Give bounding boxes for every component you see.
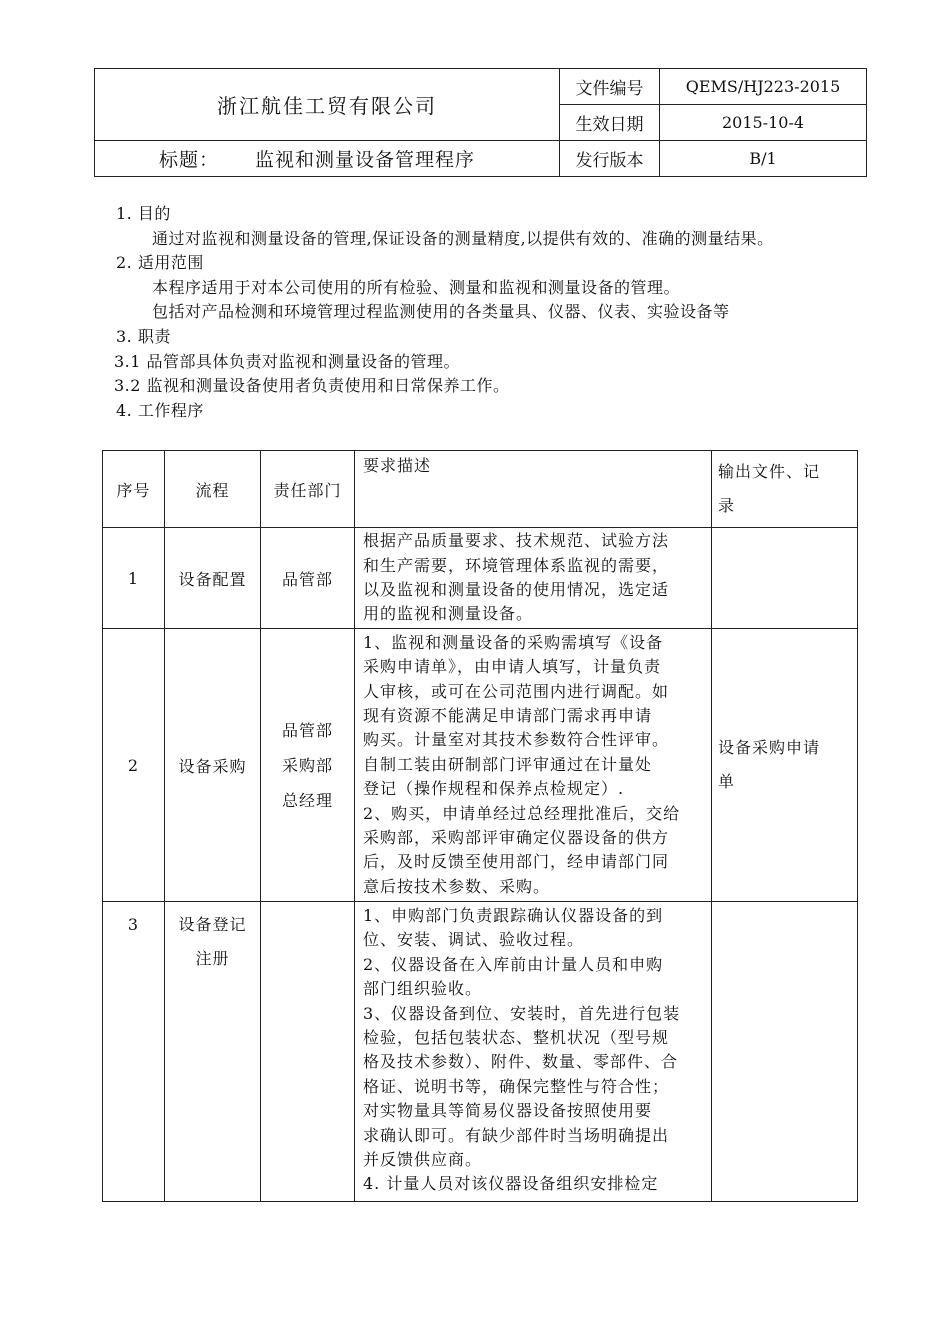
- req-line: 用的监视和测量设备。: [363, 604, 534, 624]
- req-line: 后，及时反馈至使用部门，经申请部门同: [363, 852, 670, 872]
- req-line: 并反馈供应商。: [363, 1150, 483, 1170]
- req-line: 求确认即可。有缺少部件时当场明确提出: [363, 1125, 670, 1145]
- req-line: 意后按技术参数、采购。: [363, 876, 551, 896]
- req-line: 采购部，采购部评审确定仪器设备的供方: [363, 828, 670, 848]
- row-2-req: [355, 629, 712, 902]
- table-header-row: [103, 451, 858, 528]
- req-line: 位、安装、调试、验收过程。: [363, 930, 585, 950]
- req-line: 格及技术参数）、附件、数量、零部件、合: [363, 1052, 679, 1072]
- row-2-output: [712, 629, 858, 902]
- req-line: 现有资源不能满足申请部门需求再申请: [363, 705, 653, 725]
- row-1-req: [355, 528, 712, 629]
- req-line: 检验，包括包装状态、整机状况（型号规: [363, 1028, 670, 1048]
- effective-date-value: 2015-10-4: [660, 105, 867, 141]
- row-1-no: 1: [103, 528, 165, 629]
- dept-line: 总经理: [281, 790, 333, 810]
- title-label: 标题：: [159, 149, 220, 171]
- req-line: 登记（操作规程和保养点检规定）.: [363, 779, 625, 799]
- table-row: [103, 629, 858, 902]
- req-line: 和生产需要，环境管理体系监视的需要，: [363, 555, 670, 575]
- col-header-output-line-1: 输出文件、记: [718, 462, 821, 481]
- doc-no-value: QEMS/HJ223-2015: [660, 69, 867, 105]
- req-line: 以及监视和测量设备的使用情况，选定适: [363, 580, 670, 599]
- req-line: 对实物量具等简易仪器设备按照使用要: [363, 1101, 653, 1121]
- req-line: 2、购买，申请单经过总经理批准后，交给: [363, 803, 681, 823]
- req-line: 3、仪器设备到位、安装时，首先进行包装: [363, 1003, 681, 1023]
- req-line: 自制工装由研制部门评审通过在计量处: [363, 754, 653, 774]
- dept-line: 采购部: [281, 755, 333, 775]
- row-3-output: [712, 902, 858, 1202]
- req-line: 根据产品质量要求、技术规范、试验方法: [363, 531, 670, 551]
- row-3-no: 3: [103, 902, 165, 1202]
- col-header-no: 序号: [103, 451, 165, 528]
- doc-no-label: 文件编号: [560, 69, 660, 105]
- section-3-1: 3.1 品管部具体负责对监视和测量设备的管理。: [114, 351, 461, 371]
- document-body: [116, 202, 896, 423]
- section-4-heading: 4. 工作程序: [116, 400, 204, 420]
- document-header-table: [94, 68, 867, 177]
- req-line: 部门组织验收。: [363, 979, 483, 999]
- req-line: 2、仪器设备在入库前由计量人员和申购: [363, 954, 664, 974]
- section-1-heading: 1. 目的: [116, 204, 171, 223]
- col-header-flow: 流程: [165, 451, 261, 528]
- section-3-heading: 3. 职责: [116, 326, 171, 346]
- company-name: 浙江航佳工贸有限公司: [95, 69, 560, 141]
- row-2-dept: [261, 629, 355, 902]
- section-2-text-2: 包括对产品检测和环境管理过程监测使用的各类量具、仪器、仪表、实验设备等: [152, 302, 730, 322]
- row-2-no: 2: [103, 629, 165, 902]
- req-line: 1、申购部门负责跟踪确认仪器设备的到: [363, 906, 664, 925]
- section-2-heading: 2. 适用范围: [116, 253, 204, 273]
- section-1-text: 通过对监视和测量设备的管理,保证设备的测量精度,以提供有效的、准确的测量结果。: [152, 228, 774, 248]
- row-3-dept: [261, 902, 355, 1202]
- section-2-text-1: 本程序适用于对本公司使用的所有检验、测量和监视和测量设备的管理。: [152, 277, 681, 297]
- col-header-output-line-2: 录: [718, 496, 736, 515]
- row-1-output: [712, 528, 858, 629]
- table-row: [103, 528, 858, 629]
- req-line: 4. 计量人员对该仪器设备组织安排检定: [363, 1174, 659, 1194]
- document-title: [95, 141, 560, 177]
- req-line: 购买。计量室对其技术参数符合性评审。: [363, 730, 670, 750]
- req-line: 1、监视和测量设备的采购需填写《设备: [363, 632, 664, 652]
- row-1-dept: 品管部: [261, 528, 355, 629]
- dept-line: 品管部: [281, 720, 333, 740]
- row-3-req: [355, 902, 712, 1202]
- flow-line: 注册: [195, 949, 230, 968]
- col-header-output: [712, 451, 858, 528]
- title-text: 监视和测量设备管理程序: [255, 149, 476, 171]
- row-1-flow: 设备配置: [165, 528, 261, 629]
- col-header-req: 要求描述: [355, 451, 712, 528]
- output-line: 设备采购申请: [718, 738, 821, 757]
- procedure-table: [102, 450, 858, 1202]
- table-row: [103, 902, 858, 1202]
- col-header-dept: 责任部门: [261, 451, 355, 528]
- req-line: 格证、说明书等，确保完整性与符合性；: [363, 1076, 670, 1096]
- output-line: 单: [718, 772, 736, 791]
- section-3-2: 3.2 监视和测量设备使用者负责使用和日常保养工作。: [114, 376, 510, 396]
- effective-date-label: 生效日期: [560, 105, 660, 141]
- flow-line: 设备登记: [178, 915, 247, 934]
- version-label: 发行版本: [560, 141, 660, 177]
- req-line: 人审核，或可在公司范围内进行调配。如: [363, 681, 670, 701]
- req-line: 采购申请单》，由申请人填写，计量负责: [363, 657, 662, 677]
- row-3-flow: [165, 902, 261, 1202]
- row-2-flow: 设备采购: [165, 629, 261, 902]
- version-value: B/1: [660, 141, 867, 177]
